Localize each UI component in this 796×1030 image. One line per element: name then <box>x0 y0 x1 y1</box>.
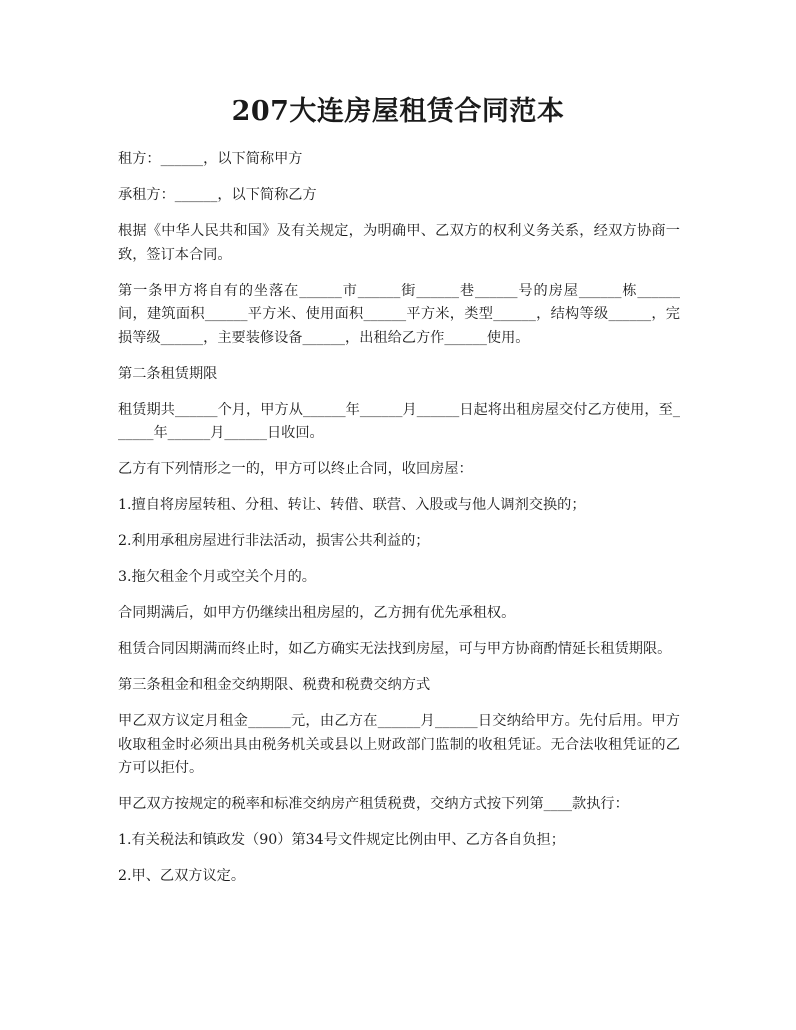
paragraph-lessor: 租方：______，以下简称甲方 <box>118 151 303 167</box>
paragraph-preamble: 根据《中华人民共和国》及有关规定，为明确甲、乙双方的权利义务关系，经双方协商一致，签订本合同。 <box>118 223 680 263</box>
list-item-tax-1: 1.有关税法和镇政发（90）第34号文件规定比例由甲、乙方各自负担； <box>118 832 565 848</box>
list-item-2: 2.利用承租房屋进行非法活动，损害公共利益的； <box>118 533 430 549</box>
paragraph-article-1: 第一条甲方将自有的坐落在______市______街______巷______号的房屋______栋______间，建筑面积______平方米、使用面积______平方米，类型______，结构等级______，完损等级______，主要装修设备______，出租给乙方作______使用。 <box>118 282 680 346</box>
paragraph-extension: 租赁合同因期满而终止时，如乙方确实无法找到房屋，可与甲方协商酌情延长租赁期限。 <box>118 641 672 657</box>
list-item-1: 1.擅自将房屋转租、分租、转让、转借、联营、入股或与他人调剂交换的； <box>118 497 586 513</box>
document-body <box>118 148 680 901</box>
heading-article-3: 第三条租金和租金交纳期限、税费和税费交纳方式 <box>118 677 431 693</box>
paragraph-rent: 甲乙双方议定月租金______元，由乙方在______月______日交纳给甲方。先付后用。甲方收取租金时必须出具由税务机关或县以上财政部门监制的收租凭证。无合法收租凭证的乙方可以拒付。 <box>118 713 680 776</box>
list-item-3: 3.拖欠租金个月或空关个月的。 <box>118 569 316 585</box>
paragraph-tax: 甲乙双方按规定的税率和标准交纳房产租赁税费，交纳方式按下列第____款执行： <box>118 796 629 812</box>
paragraph-lessee: 承租方：______，以下简称乙方 <box>118 187 317 203</box>
document-title: 207大连房屋租赁合同范本 <box>231 96 565 127</box>
paragraph-termination-intro: 乙方有下列情形之一的，甲方可以终止合同，收回房屋： <box>118 461 473 477</box>
heading-article-2: 第二条租赁期限 <box>118 365 218 382</box>
paragraph-priority-right: 合同期满后，如甲方仍继续出租房屋的，乙方拥有优先承租权。 <box>118 605 516 621</box>
list-item-tax-2: 2.甲、乙双方议定。 <box>118 868 246 884</box>
paragraph-lease-term: 租赁期共______个月，甲方从______年______月______日起将出租房屋交付乙方使用，至______年______月______日收回。 <box>118 401 680 441</box>
